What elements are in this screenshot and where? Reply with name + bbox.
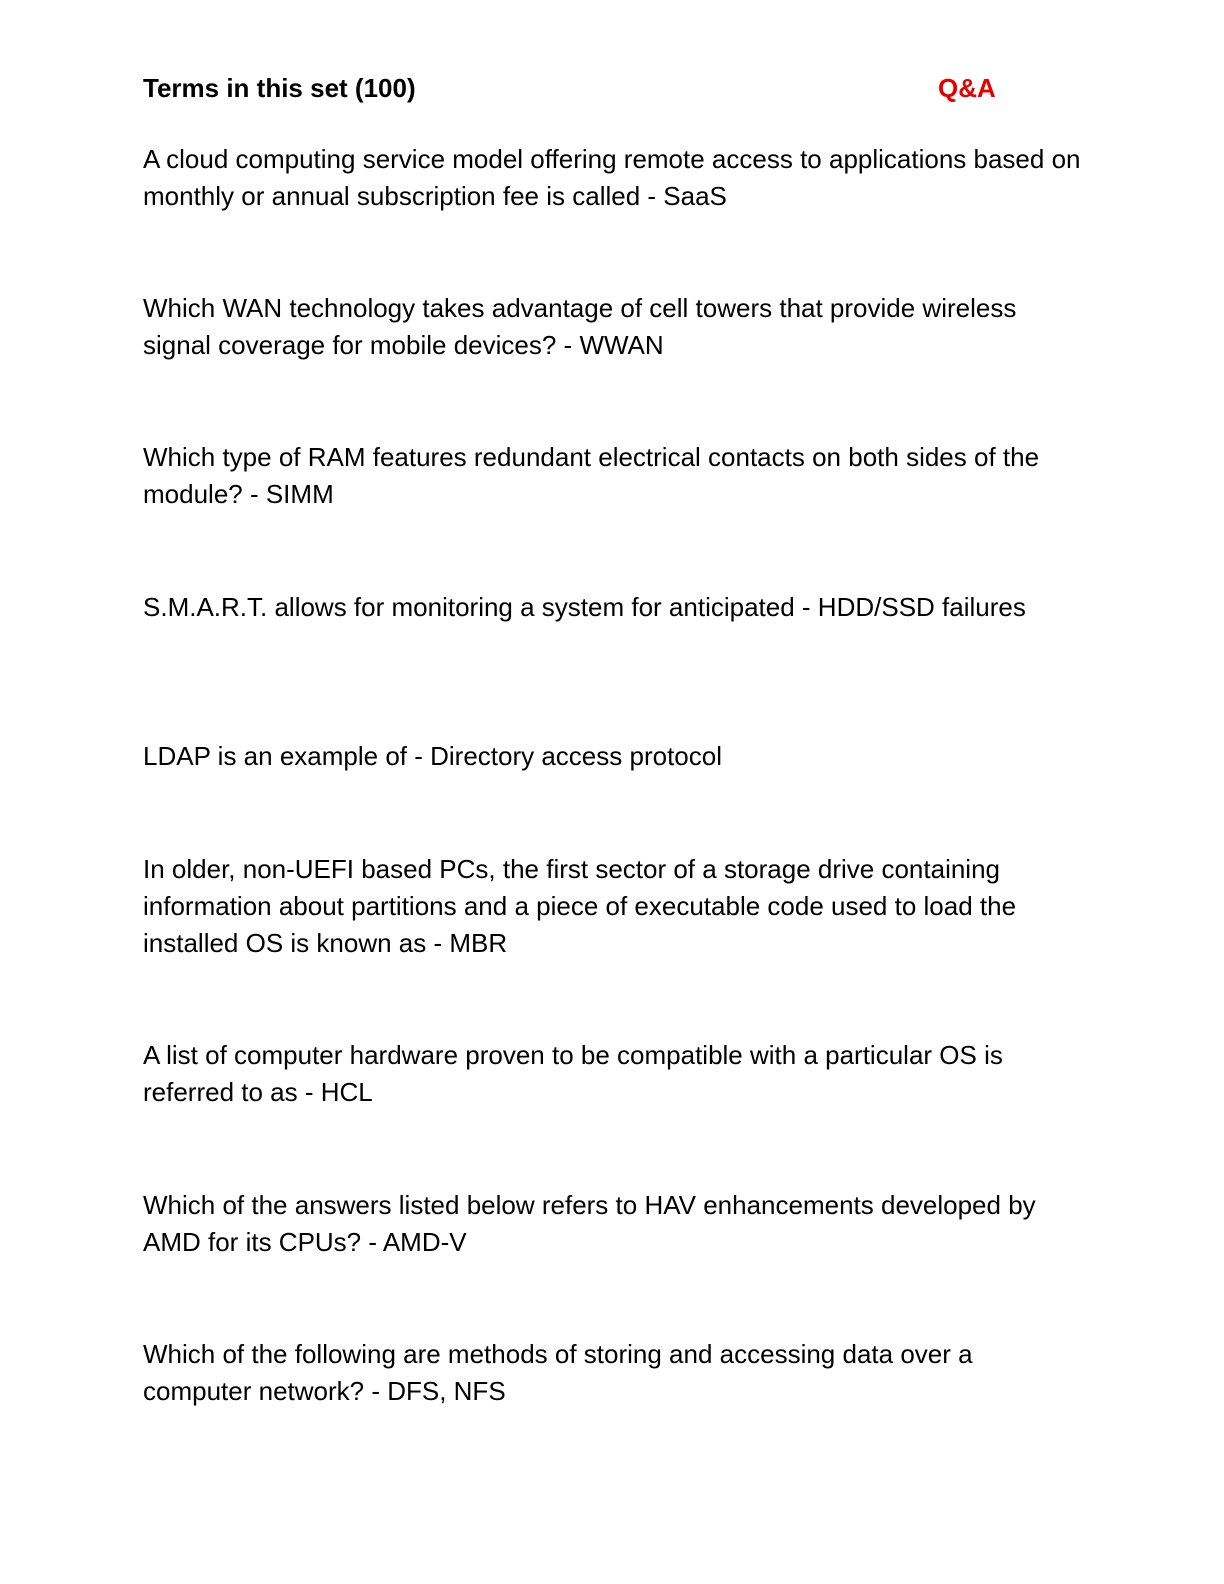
term-item: A list of computer hardware proven to be compatible with a particular OS is referred to as - HCL bbox=[143, 1040, 1003, 1107]
term-item: A cloud computing service model offering remote access to applications based on monthly or annual subscription fee is called - SaaS bbox=[143, 144, 1081, 211]
term-item: Which of the following are methods of storing and accessing data over a computer network? - DFS, NFS bbox=[143, 1339, 973, 1406]
term-item: Which WAN technology takes advantage of cell towers that provide wireless signal coverage for mobile devices? - WWAN bbox=[143, 293, 1017, 360]
term-item: Which type of RAM features redundant electrical contacts on both sides of the module? - SIMM bbox=[143, 442, 1040, 509]
term-item: In older, non-UEFI based PCs, the first sector of a storage drive containing information about partitions and a piece of executable code used to load the installed OS is known as - MBR bbox=[143, 854, 1017, 958]
term-item: LDAP is an example of - Directory access protocol bbox=[143, 741, 722, 771]
qa-label: Q&A bbox=[938, 73, 996, 103]
term-item: Which of the answers listed below refers to HAV enhancements developed by AMD for its CPUs? - AMD-V bbox=[143, 1190, 1036, 1257]
set-title: Terms in this set (100) bbox=[143, 73, 416, 103]
term-item: S.M.A.R.T. allows for monitoring a system for anticipated - HDD/SSD failures bbox=[143, 592, 1026, 622]
